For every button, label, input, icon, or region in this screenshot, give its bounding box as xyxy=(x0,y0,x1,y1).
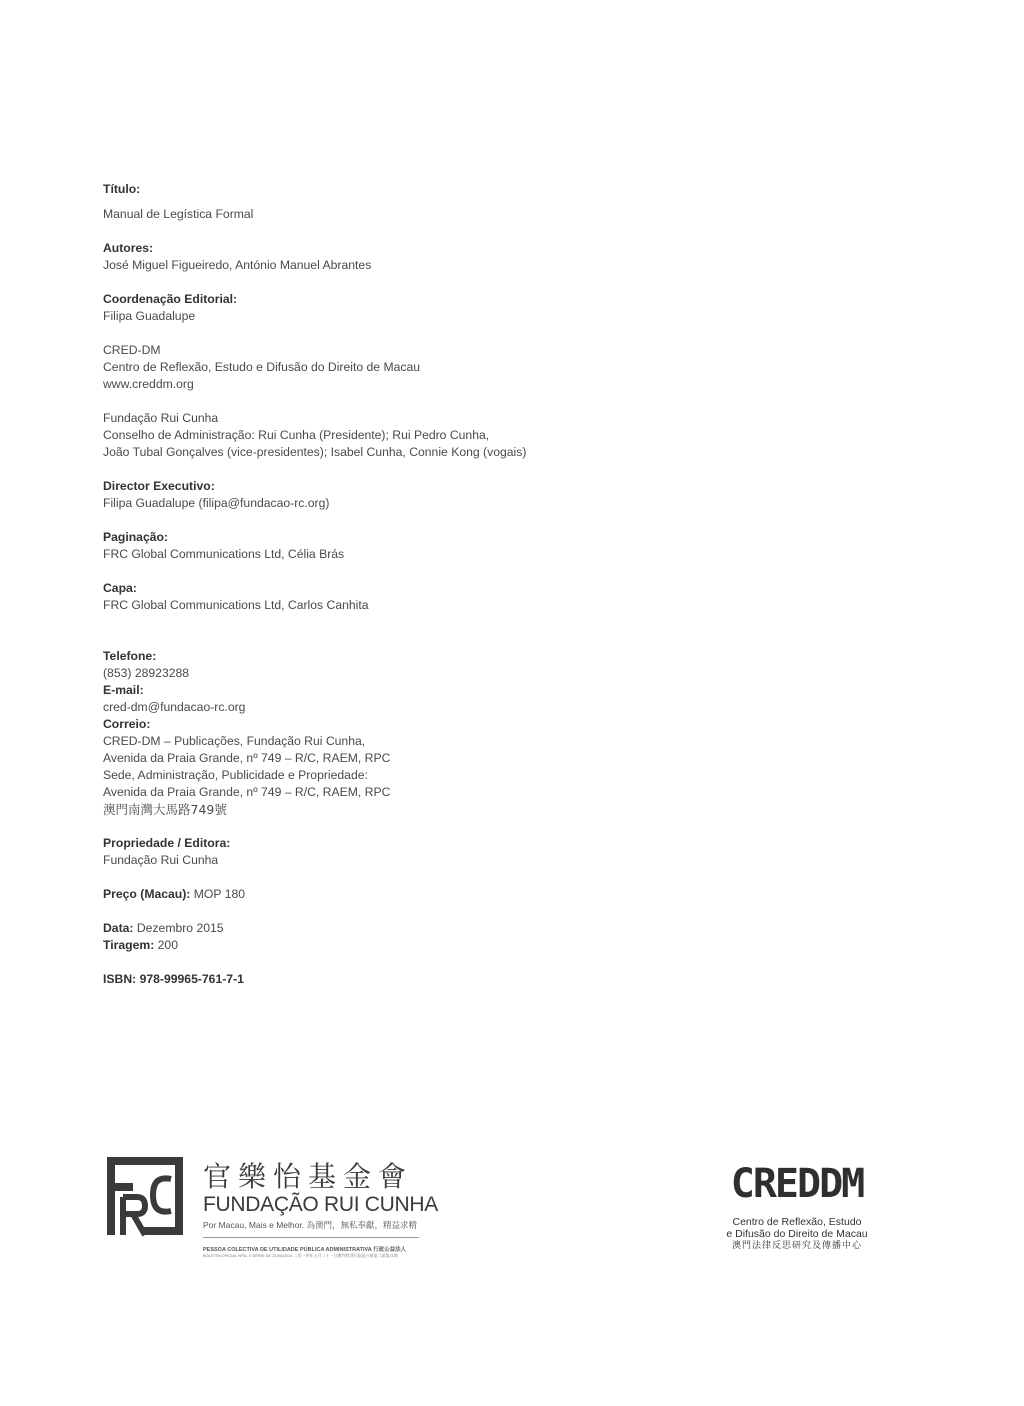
frc-slogan: Por Macau, Mais e Melhor. 為澳門，無私奉獻，精益求精 xyxy=(203,1220,417,1230)
creddm-tagline-1: Centro de Reflexão, Estudo xyxy=(732,1216,862,1228)
creddm-logo xyxy=(722,1162,872,1252)
director-value: Filipa Guadalupe (filipa@fundacao-rc.org) xyxy=(103,496,330,510)
titulo-value: Manual de Legística Formal xyxy=(103,207,254,221)
preco-line xyxy=(103,886,245,903)
fundacao-board-line2: João Tubal Gonçalves (vice-presidentes); Isabel Cunha, Connie Kong (vogais) xyxy=(103,445,527,459)
director-label: Director Executivo: xyxy=(103,479,215,493)
telefone-label: Telefone: xyxy=(103,649,157,663)
email-label: E-mail: xyxy=(103,683,144,697)
email-link[interactable]: cred-dm@fundacao-rc.org xyxy=(103,700,246,714)
frc-logo xyxy=(103,1153,438,1265)
correio-line: Sede, Administração, Publicidade e Propriedade: xyxy=(103,768,368,782)
frc-monogram-icon xyxy=(103,1153,187,1239)
creddm-wordmark: CREDDM xyxy=(730,1161,864,1207)
preco-label: Preço (Macau): xyxy=(103,887,191,901)
frc-divider xyxy=(203,1237,419,1238)
coordenacao-label: Coordenação Editorial: xyxy=(103,292,238,306)
correio-line: Avenida da Praia Grande, nº 749 – R/C, RAEM, RPC xyxy=(103,785,391,799)
frc-name: FUNDAÇÃO RUI CUNHA xyxy=(203,1193,438,1216)
creddm-tagline-2: e Difusão do Direito de Macau xyxy=(726,1228,868,1240)
frc-legal-bulletin: BOLETIM OFICIAL Nº51, II SÉRIE DE 21/08/2014 二零一四年五月二十一日澳門特別行政區公報第二組第21期 xyxy=(203,1253,398,1258)
tiragem-line xyxy=(103,937,178,954)
paginacao-label: Paginação: xyxy=(103,530,169,544)
fundacao-board-line1: Conselho de Administração: Rui Cunha (Presidente); Rui Pedro Cunha, xyxy=(103,428,490,442)
creddm-tagline-chinese: 澳門法律反思研究及傳播中心 xyxy=(731,1241,862,1251)
titulo-label: Título: xyxy=(103,182,141,196)
fundacao-name: Fundação Rui Cunha xyxy=(103,411,219,425)
telefone-value: (853) 28923288 xyxy=(103,666,190,680)
propriedade-value: Fundação Rui Cunha xyxy=(103,853,219,867)
tiragem-value: 200 xyxy=(154,938,178,952)
cred-website-link[interactable]: www.creddm.org xyxy=(103,377,194,391)
coordenacao-value: Filipa Guadalupe xyxy=(103,309,196,323)
paginacao-value: FRC Global Communications Ltd, Célia Brás xyxy=(103,547,345,561)
correio-line: Avenida da Praia Grande, nº 749 – R/C, RAEM, RPC xyxy=(103,751,391,765)
preco-value: MOP 180 xyxy=(190,887,246,901)
capa-value: FRC Global Communications Ltd, Carlos Canhita xyxy=(103,598,369,612)
autores-value: José Miguel Figueiredo, António Manuel Abrantes xyxy=(103,258,372,272)
correio-label: Correio: xyxy=(103,717,151,731)
cred-full-name: Centro de Reflexão, Estudo e Difusão do Direito de Macau xyxy=(103,360,421,374)
propriedade-label: Propriedade / Editora: xyxy=(103,836,231,850)
correio-line: CRED-DM – Publicações, Fundação Rui Cunha, xyxy=(103,734,366,748)
data-value: Dezembro 2015 xyxy=(133,921,224,935)
data-label: Data: xyxy=(103,921,134,935)
autores-label: Autores: xyxy=(103,241,154,255)
capa-label: Capa: xyxy=(103,581,137,595)
cred-name: CRED-DM xyxy=(103,343,161,357)
isbn: ISBN: 978-99965-761-7-1 xyxy=(103,972,244,986)
correio-chinese-address: 澳門南灣大馬路749號 xyxy=(103,802,227,817)
tiragem-label: Tiragem: xyxy=(103,938,155,952)
frc-legal-status: PESSOA COLECTIVA DE UTILIDADE PÚBLICA ADMINISTRATIVA 行政公益法人 xyxy=(203,1247,407,1253)
data-line xyxy=(103,920,224,937)
frc-chinese-name: 官樂怡基金會 xyxy=(203,1160,414,1193)
